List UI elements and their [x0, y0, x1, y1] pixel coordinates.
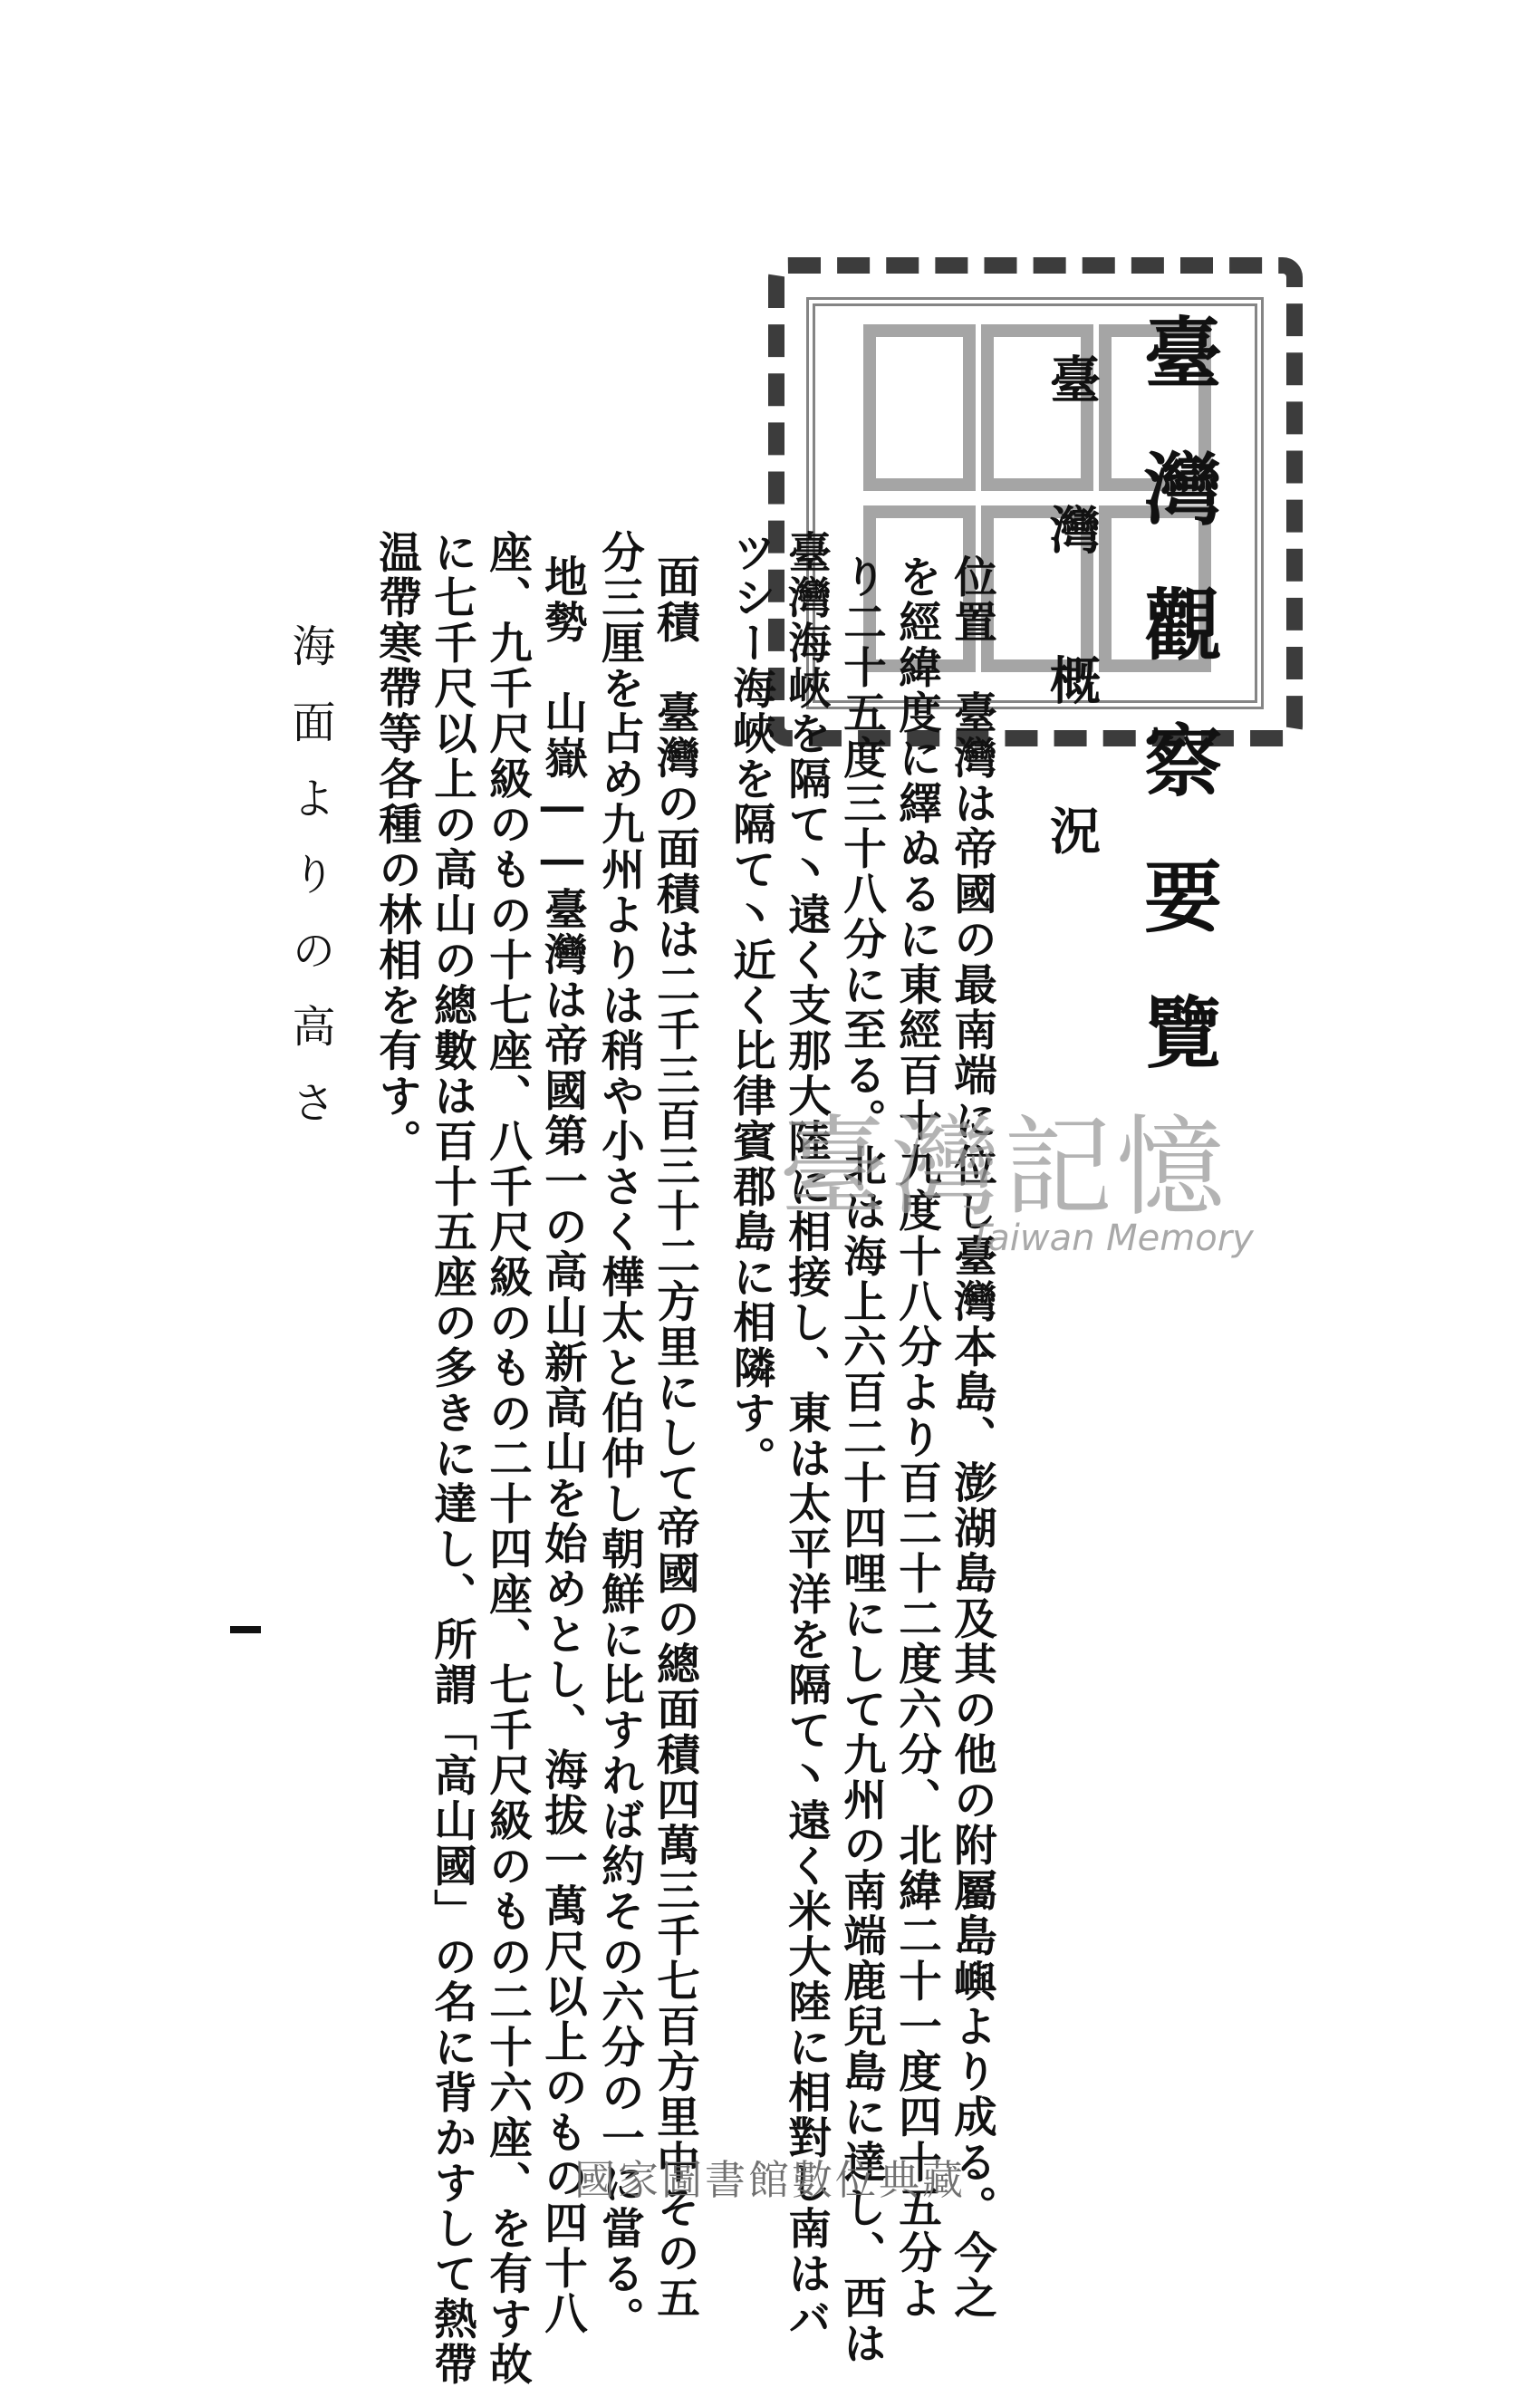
position-line-1: 位置 臺灣は帝國の最南端に位し臺灣本島、澎湖島及其の他の附屬島嶼より成る。今之	[946, 554, 997, 2321]
area-line-1: 面積 臺灣の面積は二千三百三十二方里にして帝國の總面積四萬三千七百方里中その五	[649, 554, 700, 2321]
page-number	[230, 1626, 261, 1633]
watermark-english: Taiwan Memory	[969, 1218, 1254, 1259]
position-line-3: り二十五度三十八分に至る。北は海上六百二十四哩にして九州の南端鹿兒島に達し、西は	[835, 554, 887, 2366]
position-line-4: 臺灣海峽を隔て丶遠く支那大陸に相接し、東は太平洋を隔て丶遠く米大陸に相對し南はバ	[780, 530, 832, 2342]
page-title: 臺灣觀察要覽	[1131, 313, 1222, 1128]
section-heading: 臺灣概況	[1042, 353, 1102, 955]
table-title: 海面よりの高さ	[284, 623, 335, 1156]
taiwan-memory-watermark	[779, 1105, 1254, 1259]
terrain-line-1: 地勢 山嶽――臺灣は帝國第一の高山新高山を始めとし、海拔一萬尺以上のもの四十八	[536, 554, 588, 2336]
position-line-2: を經緯度に繹ぬるに東經百十九度十八分より百二十二度六分、北緯二十一度四十五分よ	[890, 554, 942, 2321]
area-line-2: 分三厘を占め九州よりは稍や小さく樺太と伯仲し朝鮮に比すれば約その六分の一に當る。	[593, 530, 645, 2342]
library-footer: 國家圖書館數位典藏	[573, 2156, 966, 2204]
terrain-line-4: 温帶寒帶等各種の林相を有す。	[371, 530, 422, 1164]
position-line-5: ツシー海峽を隔て丶近く比律賓郡島に相隣す。	[725, 530, 776, 1481]
terrain-line-2: 座、九千尺級のもの十七座、八千尺級のもの二十四座、七千尺級のもの二十六座、を有す故	[481, 530, 533, 2387]
terrain-line-3: に七千尺以上の高山の總數は百十五座の多きに達し、所謂「高山國」の名に背かすして熱帶	[426, 530, 477, 2387]
watermark-chinese: 臺灣記憶	[779, 1105, 1228, 1231]
